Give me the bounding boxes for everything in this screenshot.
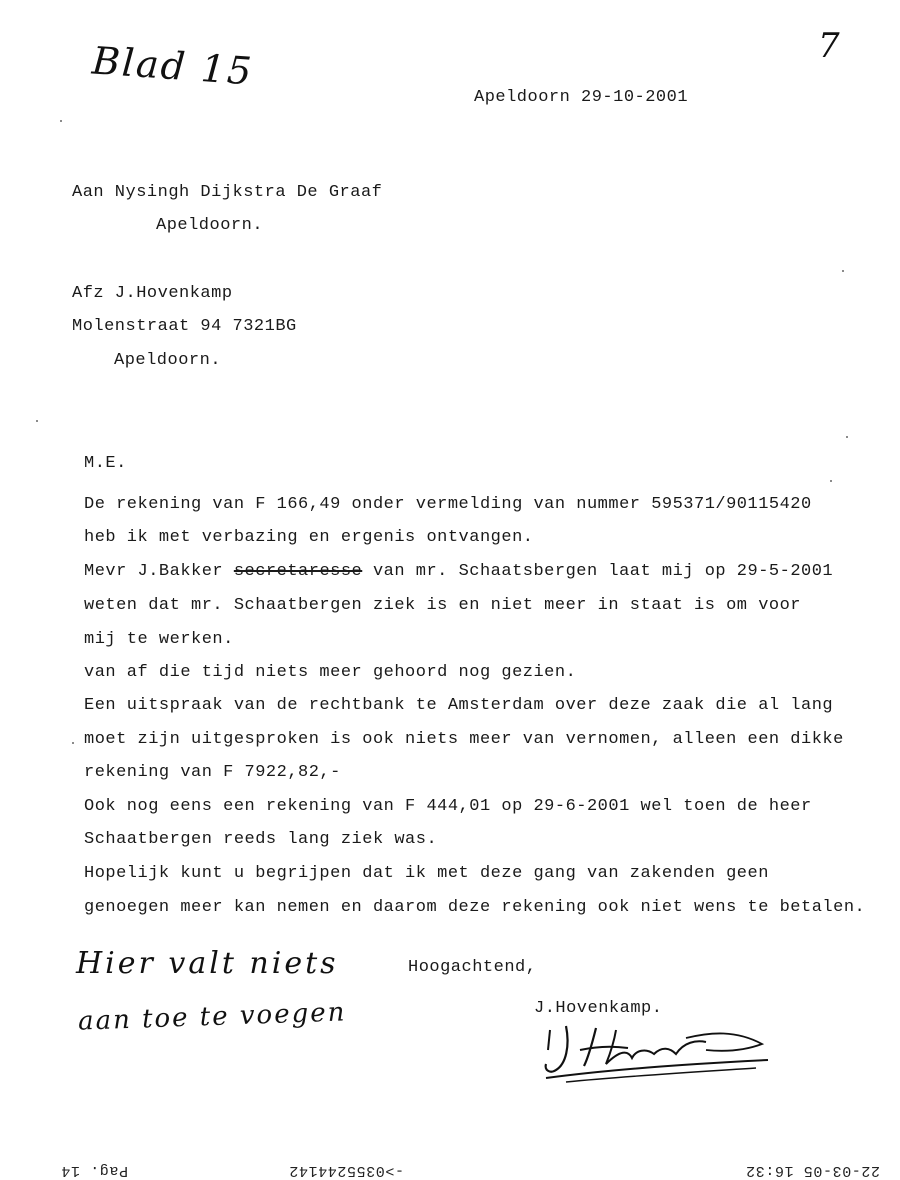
- fax-transmission-footer: [0, 1155, 900, 1179]
- body-line: De rekening van F 166,49 onder vermelding van nummer 595371/90115420: [84, 495, 812, 514]
- body-line: Ook nog eens een rekening van F 444,01 op 29-6-2001 wel toen de heer: [84, 797, 812, 816]
- fax-number: ->0355244142: [288, 1162, 404, 1179]
- sender-city: Apeldoorn.: [114, 351, 222, 370]
- place-date: Apeldoorn 29-10-2001: [474, 88, 689, 107]
- body-line: rekening van F 7922,82,-: [84, 763, 341, 782]
- salutation: M.E.: [84, 454, 127, 473]
- body-line: Een uitspraak van de rechtbank te Amsterdam over deze zaak die al lang: [84, 696, 834, 715]
- body-text: van mr. Schaatsbergen laat mij op 29-5-2001: [362, 562, 834, 581]
- handwritten-sheet-label: Blad 15: [90, 38, 255, 94]
- body-line: genoegen meer kan nemen en daarom deze rekening ook niet wens te betalen.: [84, 898, 866, 917]
- handwritten-annotation-line: Hier valt niets: [76, 946, 339, 981]
- body-line: [84, 562, 833, 581]
- signature: [536, 1020, 776, 1090]
- body-line: weten dat mr. Schaatbergen ziek is en niet meer in staat is om voor: [84, 596, 802, 615]
- scan-speck: [36, 420, 38, 422]
- body-line: moet zijn uitgesproken is ook niets meer van vernomen, alleen een dikke: [84, 730, 844, 749]
- addressee-city: Apeldoorn.: [156, 216, 264, 235]
- scan-speck: [846, 436, 848, 438]
- closing-greeting: Hoogachtend,: [408, 958, 537, 977]
- scan-speck: [72, 742, 74, 744]
- body-line: Hopelijk kunt u begrijpen dat ik met deze gang van zakenden geen: [84, 864, 769, 883]
- body-line: Schaatbergen reeds lang ziek was.: [84, 830, 438, 849]
- fax-datetime: 22-03-05 16:32: [745, 1162, 880, 1179]
- scan-speck: [830, 480, 832, 482]
- addressee-name: Aan Nysingh Dijkstra De Graaf: [72, 183, 383, 202]
- sender-street: Molenstraat 94 7321BG: [72, 317, 297, 336]
- handwritten-page-number: 7: [818, 26, 840, 66]
- fax-page: Pag. 14: [60, 1162, 128, 1179]
- scan-speck: [60, 120, 62, 122]
- closing-name: J.Hovenkamp.: [534, 999, 663, 1018]
- body-line: van af die tijd niets meer gehoord nog gezien.: [84, 663, 577, 682]
- body-line: heb ik met verbazing en ergenis ontvangen.: [84, 528, 534, 547]
- handwritten-annotation-line: aan toe te voegen: [77, 997, 347, 1037]
- struck-word: secretaresse: [233, 562, 363, 581]
- sender-name: Afz J.Hovenkamp: [72, 284, 233, 303]
- body-text: Mevr J.Bakker: [84, 562, 234, 581]
- body-line: mij te werken.: [84, 630, 234, 649]
- scan-speck: [842, 270, 844, 272]
